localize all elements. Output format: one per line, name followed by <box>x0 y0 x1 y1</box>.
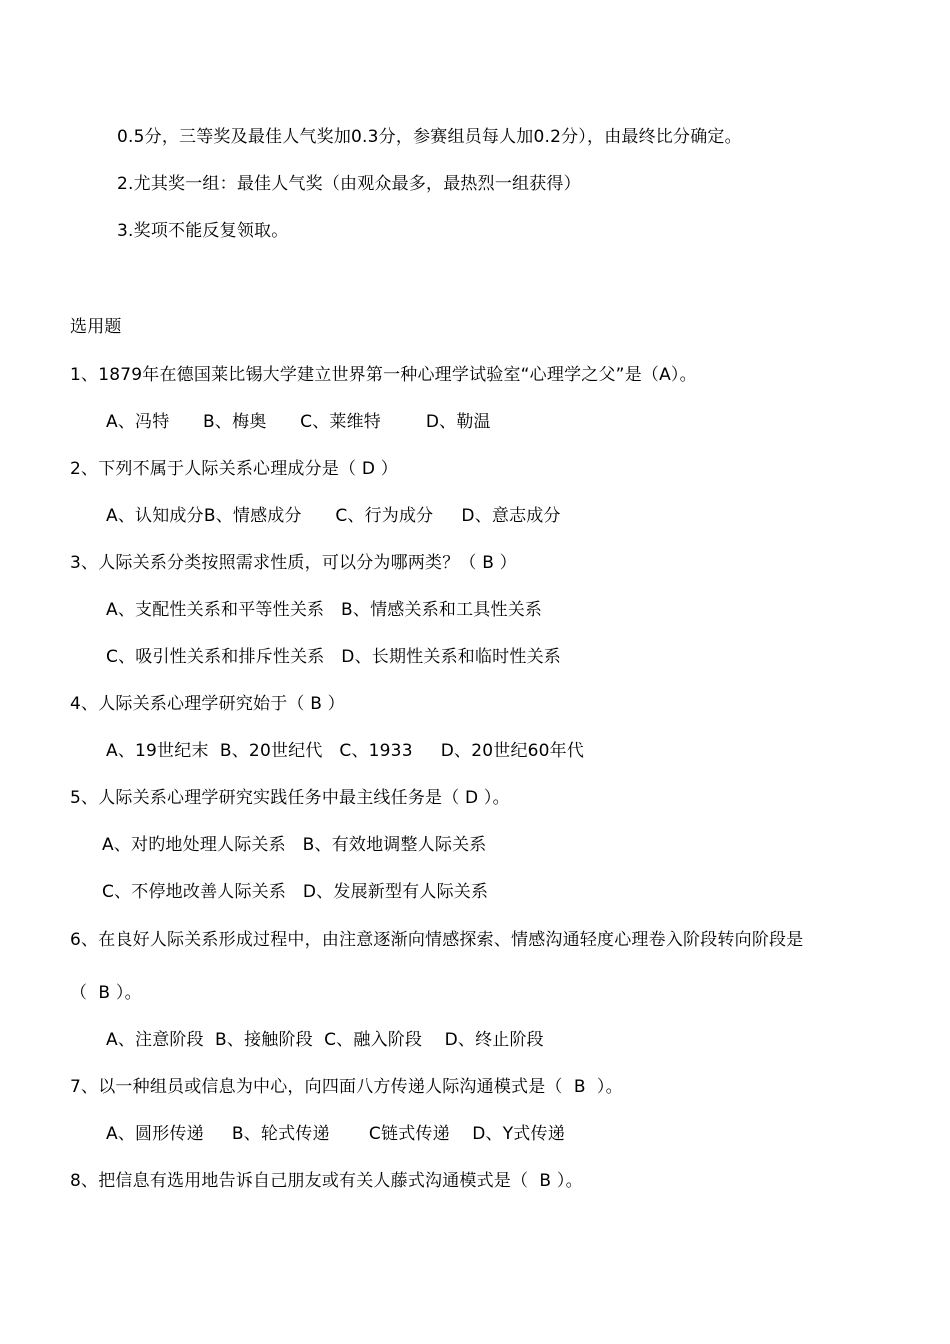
rule-line-1: 0.5分，三等奖及最佳人气奖加0.3分，参赛组员每人加0.2分），由最终比分确定。 <box>117 127 742 147</box>
question-5-options-row-1: A、对旳地处理人际关系 B、有效地调整人际关系 <box>102 835 487 855</box>
question-6: 6、在良好人际关系形成过程中，由注意逐渐向情感探索、情感沟通轻度心理卷入阶段转向阶段是 <box>70 930 804 950</box>
question-7: 7、以一种组员或信息为中心，向四面八方传递人际沟通模式是（ B ）。 <box>70 1077 623 1097</box>
question-4-options: A、19世纪末 B、20世纪代 C、1933 D、20世纪60年代 <box>106 741 585 761</box>
question-8: 8、把信息有选用地告诉自己朋友或有关人藤式沟通模式是（ B ）。 <box>70 1171 583 1191</box>
question-5: 5、人际关系心理学研究实践任务中最主线任务是（ D ）。 <box>70 788 510 808</box>
rule-line-2: 2.尤其奖一组：最佳人气奖（由观众最多，最热烈一组获得） <box>117 174 581 194</box>
question-3-options-row-1: A、支配性关系和平等性关系 B、情感关系和工具性关系 <box>106 600 543 620</box>
question-5-options-row-2: C、不停地改善人际关系 D、发展新型有人际关系 <box>102 882 489 902</box>
question-6-continuation: （ B ）。 <box>70 983 142 1003</box>
question-6-options: A、注意阶段 B、接触阶段 C、融入阶段 D、终止阶段 <box>106 1030 544 1050</box>
question-7-options: A、圆形传递 B、轮式传递 C链式传递 D、Y式传递 <box>106 1124 565 1144</box>
question-1-options: A、冯特 B、梅奥 C、莱维特 D、勒温 <box>106 412 491 432</box>
question-2-options: A、认知成分B、情感成分 C、行为成分 D、意志成分 <box>106 506 561 526</box>
question-3: 3、人际关系分类按照需求性质，可以分为哪两类？（ B ） <box>70 553 517 573</box>
question-3-options-row-2: C、吸引性关系和排斥性关系 D、长期性关系和临时性关系 <box>106 647 561 667</box>
section-title: 选用题 <box>70 317 122 337</box>
question-2: 2、下列不属于人际关系心理成分是（ D ） <box>70 459 398 479</box>
question-4: 4、人际关系心理学研究始于（ B ） <box>70 694 345 714</box>
question-1: 1、1879年在德国莱比锡大学建立世界第一种心理学试验室“心理学之父”是（A）。 <box>70 365 697 385</box>
rule-line-3: 3.奖项不能反复领取。 <box>117 221 289 241</box>
